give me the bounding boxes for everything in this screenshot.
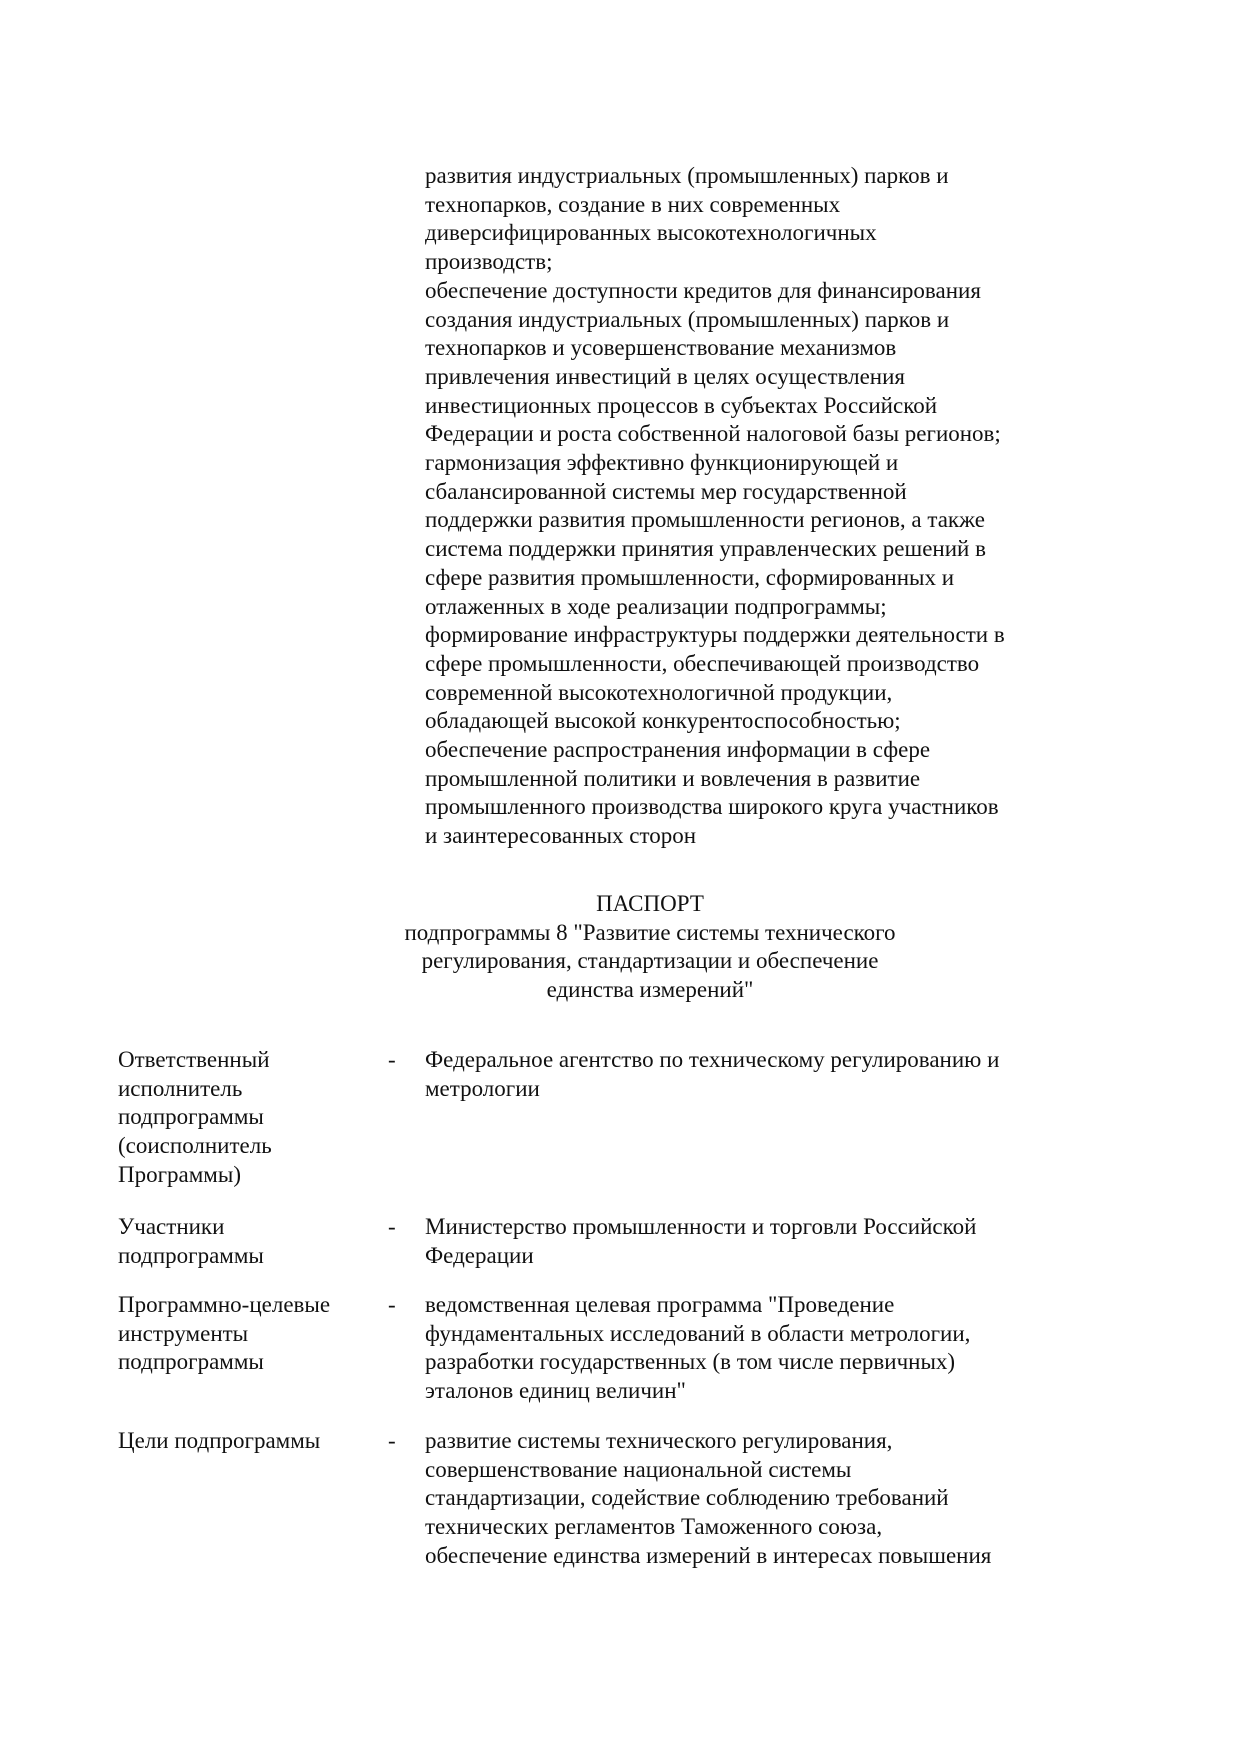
intro-paragraph xyxy=(425,162,1005,851)
row-value xyxy=(425,1213,976,1270)
label-line: Программы) xyxy=(118,1161,241,1187)
text-line: обеспечение доступности кредитов для финансирования xyxy=(425,277,981,303)
value-line: ведомственная целевая программа "Проведение xyxy=(425,1292,895,1317)
row-dash: - xyxy=(388,1214,396,1239)
text-line: привлечения инвестиций в целях осуществления xyxy=(425,363,905,389)
passport-title xyxy=(380,890,920,1005)
passport-subtitle-line: подпрограммы 8 "Развитие системы технического xyxy=(404,919,896,945)
label-line: подпрограммы xyxy=(118,1104,264,1130)
text-line: сбалансированной системы мер государственной xyxy=(425,478,907,504)
text-line: сфере развития промышленности, сформированных и xyxy=(425,564,955,590)
passport-heading: ПАСПОРТ xyxy=(596,891,704,916)
text-line: современной высокотехнологичной продукции, xyxy=(425,679,893,705)
value-line: совершенствование национальной системы xyxy=(425,1456,852,1482)
text-line: формирование инфраструктуры поддержки деятельности в xyxy=(425,622,1005,648)
value-line: Федеральное агентство по техническому регулированию и xyxy=(425,1047,1000,1072)
row-value xyxy=(425,1427,991,1571)
text-line: промышленного производства широкого круга участников xyxy=(425,794,999,820)
label-line: инструменты xyxy=(118,1320,249,1346)
text-line: отлаженных в ходе реализации подпрограммы; xyxy=(425,593,887,619)
label-line: подпрограммы xyxy=(118,1349,264,1375)
text-line: система поддержки принятия управленческих решений в xyxy=(425,536,986,562)
text-line: обладающей высокой конкурентоспособностью; xyxy=(425,708,901,734)
value-line: фундаментальных исследований в области метрологии, xyxy=(425,1320,971,1346)
text-line: производств; xyxy=(425,249,553,275)
text-line: Федерации и роста собственной налоговой базы регионов; xyxy=(425,421,1001,447)
text-line: технопарков и усовершенствование механизмов xyxy=(425,335,897,361)
value-line: стандартизации, содействие соблюдению требований xyxy=(425,1485,949,1511)
row-label xyxy=(118,1291,330,1377)
value-line: Министерство промышленности и торговли Российской xyxy=(425,1214,977,1239)
label-line: (соисполнитель xyxy=(118,1133,272,1159)
text-line: развития индустриальных (промышленных) парков и xyxy=(425,163,949,188)
label-line: исполнитель xyxy=(118,1075,243,1101)
row-label xyxy=(118,1427,320,1456)
text-line: промышленной политики и вовлечения в развитие xyxy=(425,765,921,791)
row-dash: - xyxy=(388,1292,396,1317)
row-dash: - xyxy=(388,1047,396,1072)
value-line: разработки государственных (в том числе первичных) xyxy=(425,1349,956,1375)
label-line: Участники xyxy=(118,1214,225,1239)
value-line: метрологии xyxy=(425,1075,540,1101)
label-line: подпрограммы xyxy=(118,1242,264,1268)
row-label xyxy=(118,1213,264,1270)
text-line: диверсифицированных высокотехнологичных xyxy=(425,220,877,246)
text-line: инвестиционных процессов в субъектах Российской xyxy=(425,392,938,418)
value-line: эталонов единиц величин" xyxy=(425,1378,686,1404)
value-line: обеспечение единства измерений в интересах повышения xyxy=(425,1542,992,1568)
row-value xyxy=(425,1291,970,1406)
text-line: поддержки развития промышленности регионов, а также xyxy=(425,507,985,533)
text-line: сфере промышленности, обеспечивающей производство xyxy=(425,650,980,676)
label-line: Ответственный xyxy=(118,1047,270,1072)
label-line: Программно-целевые xyxy=(118,1292,331,1317)
value-line: Федерации xyxy=(425,1242,534,1268)
text-line: гармонизация эффективно функционирующей и xyxy=(425,450,899,476)
passport-subtitle-line: регулирования, стандартизации и обеспечение xyxy=(421,948,879,974)
text-line: и заинтересованных сторон xyxy=(425,823,697,849)
label-line: Цели подпрограммы xyxy=(118,1428,321,1453)
passport-subtitle-line: единства измерений" xyxy=(546,977,754,1003)
text-line: обеспечение распространения информации в сфере xyxy=(425,737,931,763)
text-line: создания индустриальных (промышленных) парков и xyxy=(425,306,950,332)
value-line: технических регламентов Таможенного союза, xyxy=(425,1514,883,1540)
row-dash: - xyxy=(388,1428,396,1453)
text-line: технопарков, создание в них современных xyxy=(425,191,841,217)
value-line: развитие системы технического регулирования, xyxy=(425,1428,893,1453)
row-label xyxy=(118,1046,272,1190)
row-value xyxy=(425,1046,999,1103)
